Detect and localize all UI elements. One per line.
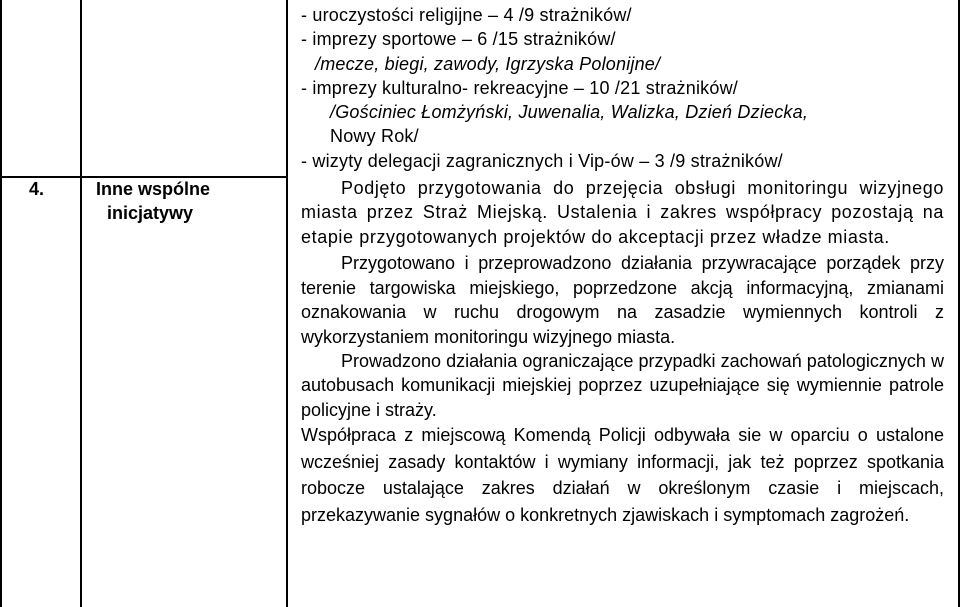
row-label	[96, 177, 266, 225]
row-label-line2: inicjatywy	[107, 203, 194, 223]
table-border-col1	[80, 0, 82, 607]
paragraph-monitoring: Podjęto przygotowania do przejęcia obsługi monitoringu wizyjnego miasta przez Straż Miejską. Ustalenia i zakres współpracy pozostają na etapie przygotowanych projektów do akceptacji przez władze miasta.	[301, 178, 944, 247]
list-item: /mecze, biegi, zawody, Igrzyska Polonijne/	[315, 53, 661, 74]
list-item: /Gościniec Łomżyński, Juwenalia, Walizka, Dzień Dziecka,	[330, 102, 809, 123]
row-number: 4.	[29, 179, 45, 199]
paragraph-police: Współpraca z miejscową Komendą Policji odbywała sie w oparciu o ustalone wcześniej zasady kontaktów i wymiany informacji, jak też poprzez spotkania robocze ustalające zakres działań w określonym czasie i miejscach, przekazywanie sygnałów o konkretnych zjawiskach i symptomach zagrożeń.	[301, 425, 944, 525]
table-border-col2	[286, 0, 288, 607]
content-cell	[301, 3, 944, 528]
table-border-left	[0, 0, 2, 607]
list-item: - imprezy sportowe – 6 /15 strażników/	[301, 29, 616, 50]
list-item: Nowy Rok/	[330, 126, 419, 147]
row-label-line1: Inne wspólne	[96, 179, 211, 199]
list-item: - uroczystości religijne – 4 /9 strażników/	[301, 5, 632, 25]
list-item: - wizyty delegacji zagranicznych i Vip-ów – 3 /9 strażników/	[301, 150, 783, 171]
event-list	[301, 3, 944, 173]
list-item: - imprezy kulturalno- rekreacyjne – 10 /21 strażników/	[301, 77, 738, 98]
paragraph-buses: Prowadzono działania ograniczające przypadki zachowań patologicznych w autobusach komunikacji miejskiej poprzez uzupełniające się wymiennie patrole policyjne i straży.	[301, 350, 944, 420]
paragraph-marketplace: Przygotowano i przeprowadzono działania przywracające porządek przy terenie targowiska miejskiego, poprzedzone akcją informacyjną, zmianami oznakowania w ruchu drogowym na zasadzie wymiennych kontroli z wykorzystaniem monitoringu wizyjnego miasta.	[301, 253, 944, 347]
